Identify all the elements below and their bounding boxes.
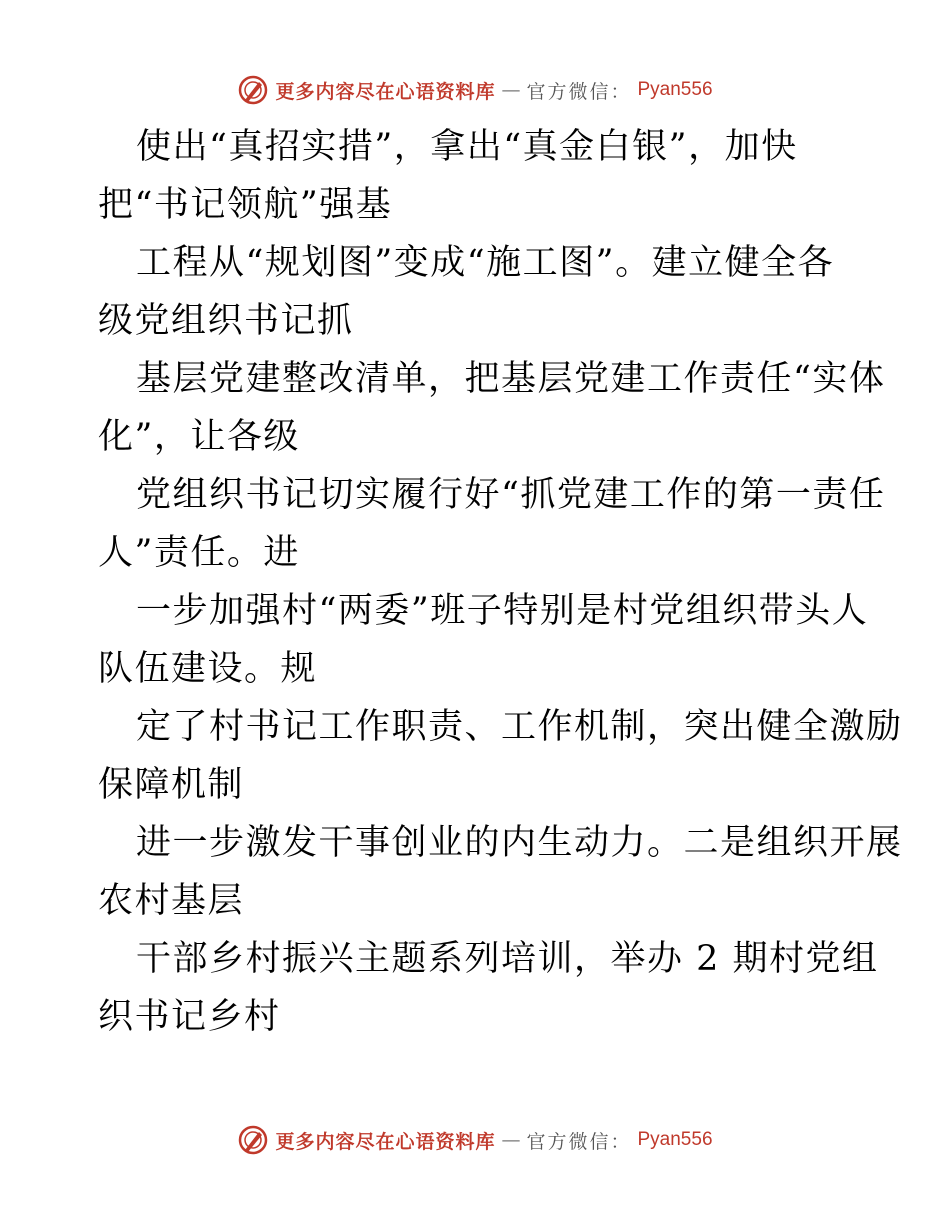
text-line: 人”责任。进	[98, 533, 300, 573]
text-line: 干部乡村振兴主题系列培训，举办 2 期村党组	[136, 939, 879, 979]
watermark-dash: —	[501, 79, 521, 101]
text-line: 级党组织书记抓	[98, 301, 354, 341]
document-body	[98, 118, 903, 1046]
text-line: 农村基层	[98, 881, 245, 921]
text-line: 队伍建设。规	[98, 649, 318, 689]
text-line: 进一步激发干事创业的内生动力。二是组织开展	[136, 823, 903, 863]
text-line: 保障机制	[98, 765, 245, 805]
watermark-text: 更多内容尽在心语资料库	[275, 1130, 496, 1153]
watermark-dash: —	[501, 1129, 521, 1151]
text-line: 定了村书记工作职责、工作机制，突出健全激励	[136, 707, 903, 747]
watermark-id: Pyan556	[637, 1129, 713, 1150]
text-line: 党组织书记切实履行好“抓党建工作的第一责任	[136, 475, 886, 515]
text-line: 化”，让各级	[98, 417, 300, 457]
watermark-text: 更多内容尽在心语资料库	[275, 80, 496, 103]
text-line: 把“书记领航”强基	[98, 185, 393, 225]
logo-icon	[237, 74, 269, 106]
header-watermark	[0, 70, 950, 110]
text-line: 工程从“规划图”变成“施工图”。建立健全各	[136, 243, 835, 283]
text-line: 一步加强村“两委”班子特别是村党组织带头人	[136, 591, 869, 631]
watermark-sub: 官方微信：	[526, 80, 632, 103]
footer-watermark	[0, 1120, 950, 1160]
text-line: 基层党建整改清单，把基层党建工作责任“实体	[136, 359, 886, 399]
text-line: 织书记乡村	[98, 997, 281, 1037]
watermark-id: Pyan556	[637, 79, 713, 100]
watermark-sub: 官方微信：	[526, 1130, 632, 1153]
logo-icon	[237, 1124, 269, 1156]
text-line: 使出“真招实措”，拿出“真金白银”，加快	[136, 127, 798, 167]
